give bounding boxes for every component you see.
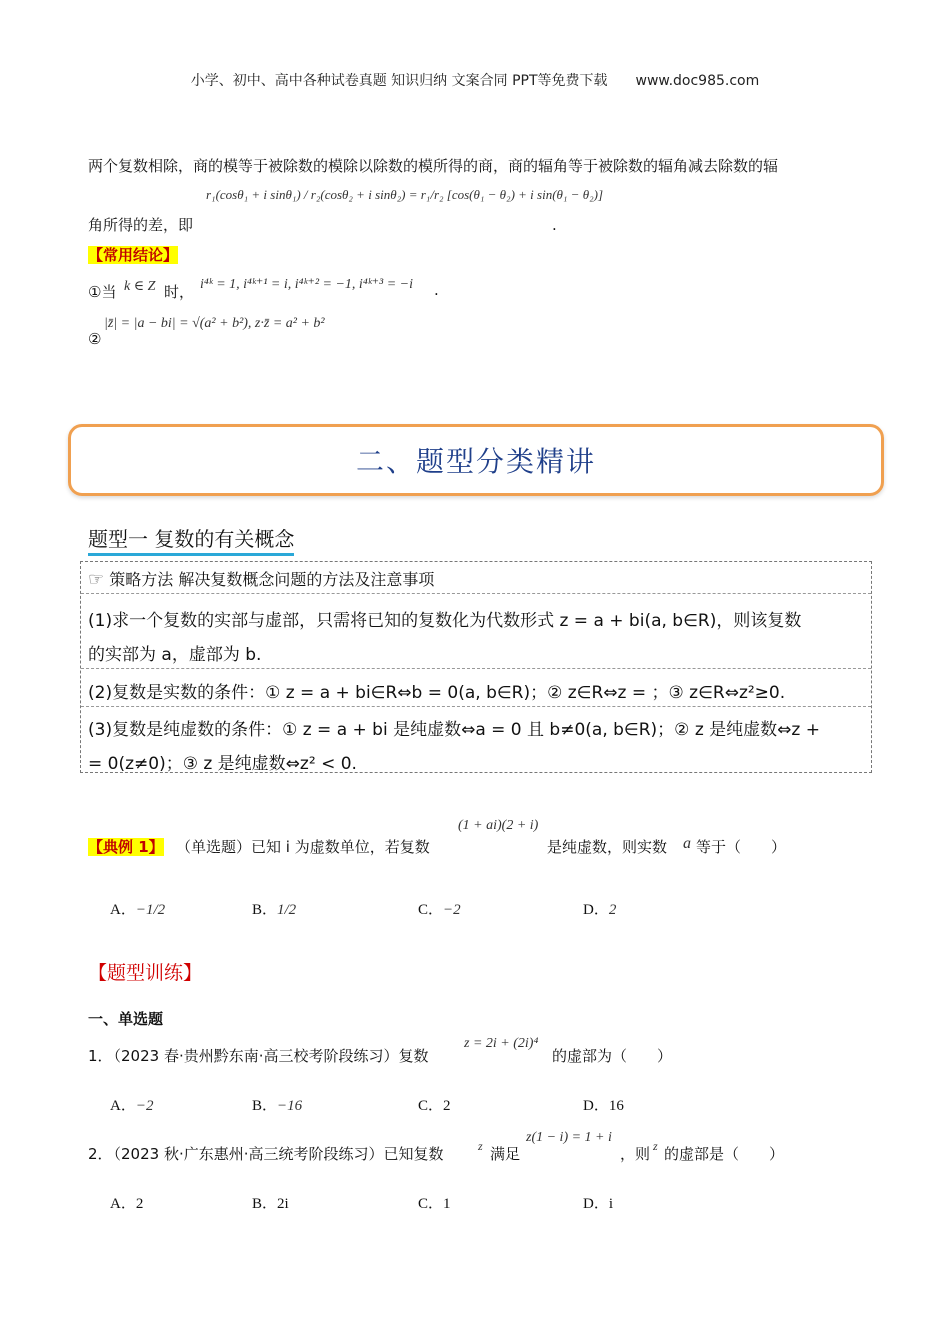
q2-source: （2023 秋·广东惠州·高三统考阶段练习）已知复数 [106,1145,444,1163]
q1-number: 1． [88,1047,113,1065]
strategy-rule1-line2: 的实部为 a，虚部为 b. [88,645,262,665]
q2-formula: z(1 − i) = 1 + i [526,1130,612,1145]
strategy-divider-2 [81,668,871,669]
strategy-divider-1 [81,593,871,594]
conclusion-item1-end: . [434,281,439,299]
example1-text-c: 等于（ ） [696,838,787,856]
division-end: . [552,216,557,234]
example1-label: 【典例 1】 [88,838,164,856]
conclusion-label: 【常用结论】 [88,246,179,264]
q2-mid: 满足 [490,1145,521,1163]
option-letter: D． [583,1196,609,1212]
division-formula-text: r₁(cosθ₁ + i sinθ₁) / r₂(cosθ₂ + i sinθ₂) = r₁/r₂ [cos(θ₁ − θ₂) + i sin(θ₁ − θ₂)] [206,187,604,202]
conclusion-item2-prefix: ② [88,330,102,348]
division-line2-prefix: 角所得的差，即 [88,216,194,234]
training-label: 【题型训练】 [88,962,203,984]
option-letter: B． [252,902,278,918]
q2-number: 2． [88,1145,113,1163]
option-value: 16 [608,1098,624,1114]
section-banner [68,424,884,496]
training-section: 一、单选题 [88,1010,164,1028]
conclusion-item1-formula: i⁴ᵏ = 1, i⁴ᵏ⁺¹ = i, i⁴ᵏ⁺² = −1, i⁴ᵏ⁺³ = −i [200,277,414,292]
option-value: −2 [443,902,461,918]
page-header: 小学、初中、高中各种试卷真题 知识归纳 文案合同 PPT等免费下载 www.doc985.com [190,73,760,89]
strategy-divider-3 [81,706,871,707]
option-value: −1/2 [135,902,166,918]
option-letter: B． [252,1196,278,1212]
q2-option-a[interactable] [110,1192,143,1213]
option-value: 1/2 [277,902,297,918]
option-letter: B． [252,1098,278,1114]
type1-title: 题型一 复数的有关概念 [88,523,294,556]
q2-then: ，则 [620,1145,651,1163]
section-banner-title: 二、题型分类精讲 [355,445,596,478]
conclusion-item2-formula: |z̄| = |a − bi| = √(a² + b²), z·z̄ = a² + b² [104,316,325,331]
strategy-rule3-line2: = 0(z≠0)；③ z 是纯虚数⇔z² < 0. [88,754,357,774]
option-letter: A． [110,1098,136,1114]
strategy-rule2: (2)复数是实数的条件：① z = a + bi∈R⇔b = 0(a, b∈R)；② z∈R⇔z = ；③ z∈R⇔z²≥0. [88,683,786,703]
division-formula [206,187,603,203]
option-value: i [608,1196,614,1212]
example1-option-d[interactable] [583,898,616,919]
example1-var: a [683,835,691,852]
option-value: 2 [443,1098,451,1114]
option-letter: A． [110,902,136,918]
conclusion-item1-prefix: ①当 [88,283,117,301]
option-letter: C． [418,902,444,918]
example1-option-b[interactable] [252,898,296,919]
q1-tail: 的虚部为（ ） [552,1047,673,1065]
example1-text-a: （单选题）已知 i 为虚数单位，若复数 [176,838,430,856]
pointing-hand-icon: ☞ [88,569,105,590]
q2-option-d[interactable] [583,1192,613,1213]
example1-formula: (1 + ai)(2 + i) [458,818,539,833]
strategy-box [80,561,872,773]
option-value: −16 [277,1098,303,1114]
strategy-rule1-line1: (1)求一个复数的实部与虚部，只需将已知的复数化为代数形式 z = a + bi(a, b∈R)，则该复数 [88,611,802,631]
division-line1: 两个复数相除，商的模等于被除数的模除以除数的模所得的商，商的辐角等于被除数的辐角减去除数的辐 [88,157,779,175]
q1-option-d[interactable] [583,1094,624,1115]
conclusion-item1-cond: k ∈ Z [124,279,156,294]
q1-formula: z = 2i + (2i)⁴ [464,1036,539,1051]
option-letter: C． [418,1098,444,1114]
option-letter: D． [583,902,609,918]
q1-option-b[interactable] [252,1094,302,1115]
conclusion-item1-mid: 时， [164,283,195,301]
q2-option-c[interactable] [418,1192,451,1213]
q2-z: z [478,1139,483,1153]
q2-option-b[interactable] [252,1192,289,1213]
option-value: 2i [277,1196,289,1212]
option-value: 2 [135,1196,144,1212]
option-value: 2 [608,902,617,918]
strategy-rule3-line1: (3)复数是纯虚数的条件：① z = a + bi 是纯虚数⇔a = 0 且 b≠0(a, b∈R)；② z 是纯虚数⇔z + [88,720,820,740]
option-value: 1 [443,1196,451,1212]
strategy-heading: 策略方法 解决复数概念问题的方法及注意事项 [109,570,435,589]
example1-text-b: 是纯虚数，则实数 [547,838,668,856]
q1-option-a[interactable] [110,1094,153,1115]
option-letter: A． [110,1196,136,1212]
example1-option-a[interactable] [110,898,165,919]
example1-option-c[interactable] [418,898,461,919]
q2-tail: 的虚部是（ ） [664,1145,785,1163]
q1-option-c[interactable] [418,1094,451,1115]
q2-z-2: z [653,1139,658,1153]
option-letter: D． [583,1098,609,1114]
q1-source: （2023 春·贵州黔东南·高三校考阶段练习）复数 [106,1047,429,1065]
option-value: −2 [135,1098,154,1114]
option-letter: C． [418,1196,444,1212]
strategy-heading-row [88,567,434,590]
